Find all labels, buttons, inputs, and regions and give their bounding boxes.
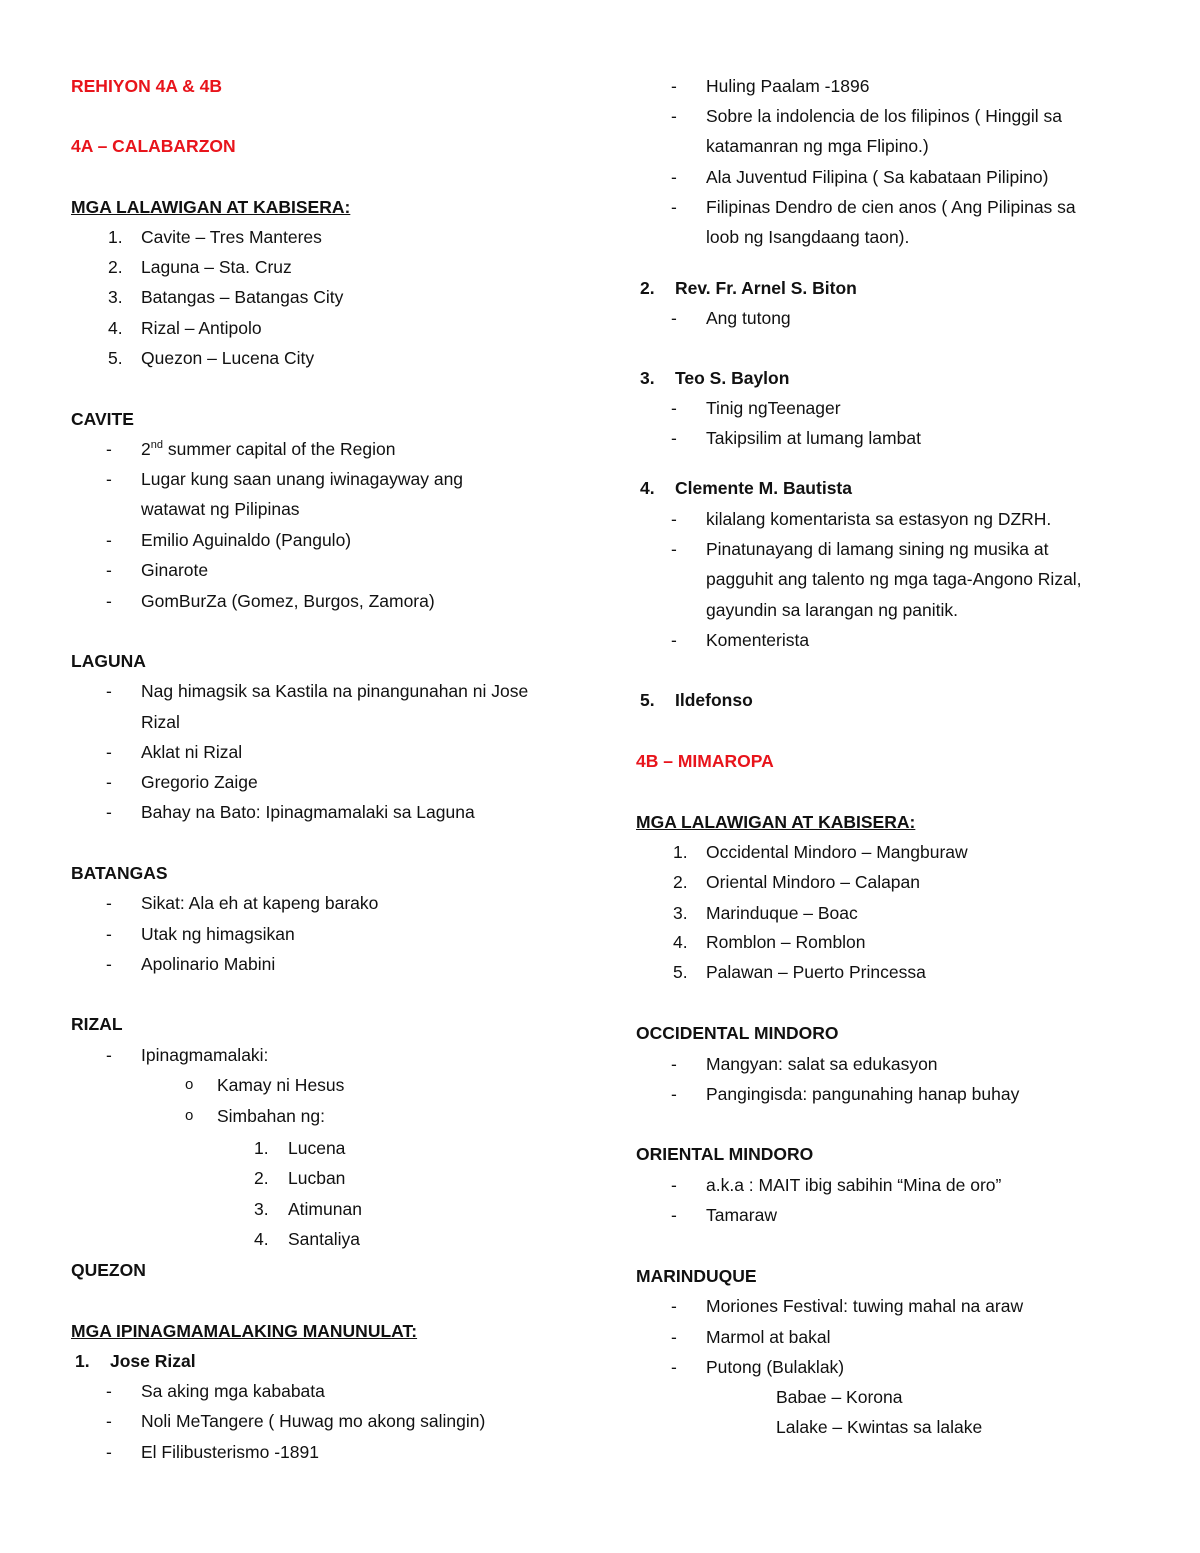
writer-4-item-cont: pagguhit ang talento ng mga taga-Angono Rizal, bbox=[706, 569, 1082, 589]
writer-1-work: Filipinas Dendro de cien anos ( Ang Pilipinas sa bbox=[706, 197, 1076, 217]
writer-1-work: El Filibusterismo -1891 bbox=[141, 1442, 319, 1462]
list-item-number: 5. bbox=[108, 348, 123, 368]
list-item-number: 4. bbox=[108, 318, 123, 338]
cavite-bullet-2-cont: watawat ng Pilipinas bbox=[141, 499, 300, 519]
list-item: Romblon – Romblon bbox=[706, 932, 866, 952]
laguna-bullet-1: Nag himagsik sa Kastila na pinangunahan ni Jose bbox=[141, 681, 529, 701]
occidental-heading: OCCIDENTAL MINDORO bbox=[636, 1023, 839, 1043]
marinduque-heading: MARINDUQUE bbox=[636, 1266, 757, 1286]
batangas-bullet-1: Sikat: Ala eh at kapeng barako bbox=[141, 893, 379, 913]
writer-1-name: Jose Rizal bbox=[110, 1351, 196, 1371]
bullet-dash: - bbox=[106, 439, 112, 459]
bullet-dash: - bbox=[671, 167, 677, 187]
list-item-number: 2. bbox=[108, 257, 123, 277]
list-item-number: 3. bbox=[673, 903, 688, 923]
marinduque-line-2: Lalake – Kwintas sa lalake bbox=[776, 1417, 983, 1437]
list-item-number: 4. bbox=[254, 1229, 269, 1249]
laguna-bullet-3: Gregorio Zaige bbox=[141, 772, 258, 792]
bullet-dash: - bbox=[106, 530, 112, 550]
list-item-number: 3. bbox=[254, 1199, 269, 1219]
cavite-bullet-3: Emilio Aguinaldo (Pangulo) bbox=[141, 530, 352, 550]
cavite-bullet-2: Lugar kung saan unang iwinagayway ang bbox=[141, 469, 464, 489]
bullet-dash: - bbox=[671, 308, 677, 328]
writer-1-work: Ala Juventud Filipina ( Sa kabataan Pilipino) bbox=[706, 167, 1049, 187]
rizal-sub-2: Simbahan ng: bbox=[217, 1106, 325, 1126]
bullet-dash: - bbox=[671, 197, 677, 217]
marinduque-bullet-2: Marmol at bakal bbox=[706, 1327, 831, 1347]
cavite-heading: CAVITE bbox=[71, 409, 134, 429]
bullet-dash: - bbox=[106, 681, 112, 701]
writer-5-name: Ildefonso bbox=[675, 690, 753, 710]
list-item-number: 5. bbox=[673, 962, 688, 982]
laguna-bullet-2: Aklat ni Rizal bbox=[141, 742, 243, 762]
list-item: Cavite – Tres Manteres bbox=[141, 227, 322, 247]
bullet-dash: - bbox=[671, 1357, 677, 1377]
list-item-number: 2. bbox=[640, 278, 655, 298]
bullet-dash: - bbox=[106, 560, 112, 580]
list-item: Batangas – Batangas City bbox=[141, 287, 344, 307]
sub-bullet-marker: o bbox=[185, 1076, 194, 1093]
list-item-number: 5. bbox=[640, 690, 655, 710]
oriental-bullet-2: Tamaraw bbox=[706, 1205, 777, 1225]
list-item-number: 4. bbox=[673, 932, 688, 952]
marinduque-line-1: Babae – Korona bbox=[776, 1387, 903, 1407]
provinces-heading-4b: MGA LALAWIGAN AT KABISERA: bbox=[636, 812, 916, 832]
marinduque-bullet-1: Moriones Festival: tuwing mahal na araw bbox=[706, 1296, 1024, 1316]
oriental-heading: ORIENTAL MINDORO bbox=[636, 1144, 814, 1164]
bullet-dash: - bbox=[106, 1045, 112, 1065]
marinduque-bullet-3: Putong (Bulaklak) bbox=[706, 1357, 845, 1377]
writer-2-name: Rev. Fr. Arnel S. Biton bbox=[675, 278, 857, 298]
rizal-heading: RIZAL bbox=[71, 1014, 123, 1034]
occidental-bullet-1: Mangyan: salat sa edukasyon bbox=[706, 1054, 938, 1074]
writer-4-item: kilalang komentarista sa estasyon ng DZRH. bbox=[706, 509, 1052, 529]
church-item: Santaliya bbox=[288, 1229, 360, 1249]
batangas-heading: BATANGAS bbox=[71, 863, 168, 883]
writer-1-work: Noli MeTangere ( Huwag mo akong salingin) bbox=[141, 1411, 486, 1431]
bullet-dash: - bbox=[671, 539, 677, 559]
bullet-dash: - bbox=[106, 1411, 112, 1431]
region-4b-heading: 4B – MIMAROPA bbox=[636, 751, 774, 771]
batangas-bullet-2: Utak ng himagsikan bbox=[141, 924, 295, 944]
list-item-number: 1. bbox=[75, 1351, 90, 1371]
church-item: Atimunan bbox=[288, 1199, 362, 1219]
writer-4-item: Komenterista bbox=[706, 630, 810, 650]
laguna-bullet-4: Bahay na Bato: Ipinagmamalaki sa Laguna bbox=[141, 802, 475, 822]
list-item: Quezon – Lucena City bbox=[141, 348, 315, 368]
writers-heading: MGA IPINAGMAMALAKING MANUNULAT: bbox=[71, 1321, 418, 1341]
occidental-bullet-2: Pangingisda: pangunahing hanap buhay bbox=[706, 1084, 1020, 1104]
list-item: Palawan – Puerto Princessa bbox=[706, 962, 926, 982]
bullet-dash: - bbox=[106, 469, 112, 489]
bullet-dash: - bbox=[671, 509, 677, 529]
cavite-bullet-4: Ginarote bbox=[141, 560, 209, 580]
bullet-dash: - bbox=[106, 1381, 112, 1401]
region-4a-heading: 4A – CALABARZON bbox=[71, 136, 236, 156]
rizal-bullet-1: Ipinagmamalaki: bbox=[141, 1045, 269, 1065]
bullet-dash: - bbox=[671, 1327, 677, 1347]
church-item: Lucena bbox=[288, 1138, 346, 1158]
list-item-number: 1. bbox=[254, 1138, 269, 1158]
bullet-dash: - bbox=[671, 428, 677, 448]
bullet-dash: - bbox=[671, 1175, 677, 1195]
bullet-dash: - bbox=[106, 1442, 112, 1462]
laguna-bullet-1-cont: Rizal bbox=[141, 712, 180, 732]
writer-4-item: Pinatunayang di lamang sining ng musika at bbox=[706, 539, 1049, 559]
writer-1-work: Sobre la indolencia de los filipinos ( Hinggil sa bbox=[706, 106, 1063, 126]
list-item: Oriental Mindoro – Calapan bbox=[706, 872, 921, 892]
writer-4-name: Clemente M. Bautista bbox=[675, 478, 852, 498]
list-item: Marinduque – Boac bbox=[706, 903, 858, 923]
cavite-bullet-5: GomBurZa (Gomez, Burgos, Zamora) bbox=[141, 591, 435, 611]
writer-1-work: Huling Paalam -1896 bbox=[706, 76, 870, 96]
batangas-bullet-3: Apolinario Mabini bbox=[141, 954, 276, 974]
list-item: Occidental Mindoro – Mangburaw bbox=[706, 842, 968, 862]
bullet-dash: - bbox=[106, 893, 112, 913]
list-item-number: 3. bbox=[640, 368, 655, 388]
bullet-dash: - bbox=[671, 76, 677, 96]
writer-3-work: Tinig ngTeenager bbox=[706, 398, 841, 418]
bullet-dash: - bbox=[106, 924, 112, 944]
bullet-dash: - bbox=[106, 742, 112, 762]
bullet-dash: - bbox=[106, 591, 112, 611]
list-item: Rizal – Antipolo bbox=[141, 318, 262, 338]
bullet-dash: - bbox=[106, 954, 112, 974]
laguna-heading: LAGUNA bbox=[71, 651, 146, 671]
provinces-heading-4a: MGA LALAWIGAN AT KABISERA: bbox=[71, 197, 351, 217]
bullet-dash: - bbox=[671, 1054, 677, 1074]
bullet-dash: - bbox=[106, 772, 112, 792]
writer-1-work-cont: loob ng Isangdaang taon). bbox=[706, 227, 910, 247]
sub-bullet-marker: o bbox=[185, 1107, 194, 1124]
bullet-dash: - bbox=[671, 1205, 677, 1225]
writer-3-name: Teo S. Baylon bbox=[675, 368, 790, 388]
writer-2-work: Ang tutong bbox=[706, 308, 791, 328]
bullet-dash: - bbox=[671, 398, 677, 418]
list-item-number: 1. bbox=[673, 842, 688, 862]
quezon-heading: QUEZON bbox=[71, 1260, 146, 1280]
list-item-number: 4. bbox=[640, 478, 655, 498]
list-item: Laguna – Sta. Cruz bbox=[141, 257, 292, 277]
list-item-number: 2. bbox=[254, 1168, 269, 1188]
oriental-bullet-1: a.k.a : MAIT ibig sabihin “Mina de oro” bbox=[706, 1175, 1002, 1195]
writer-4-item-cont: gayundin sa larangan ng panitik. bbox=[706, 600, 958, 620]
list-item-number: 3. bbox=[108, 287, 123, 307]
bullet-dash: - bbox=[671, 106, 677, 126]
writer-3-work: Takipsilim at lumang lambat bbox=[706, 428, 921, 448]
church-item: Lucban bbox=[288, 1168, 346, 1188]
bullet-dash: - bbox=[671, 1296, 677, 1316]
list-item-number: 2. bbox=[673, 872, 688, 892]
bullet-dash: - bbox=[671, 630, 677, 650]
rizal-sub-1: Kamay ni Hesus bbox=[217, 1075, 345, 1095]
bullet-dash: - bbox=[106, 802, 112, 822]
document-title: REHIYON 4A & 4B bbox=[71, 76, 223, 96]
list-item-number: 1. bbox=[108, 227, 123, 247]
bullet-dash: - bbox=[671, 1084, 677, 1104]
cavite-bullet-1: 2nd summer capital of the Region bbox=[141, 439, 396, 459]
writer-1-work: Sa aking mga kababata bbox=[141, 1381, 325, 1401]
writer-1-work-cont: katamanran ng mga Flipino.) bbox=[706, 136, 929, 156]
